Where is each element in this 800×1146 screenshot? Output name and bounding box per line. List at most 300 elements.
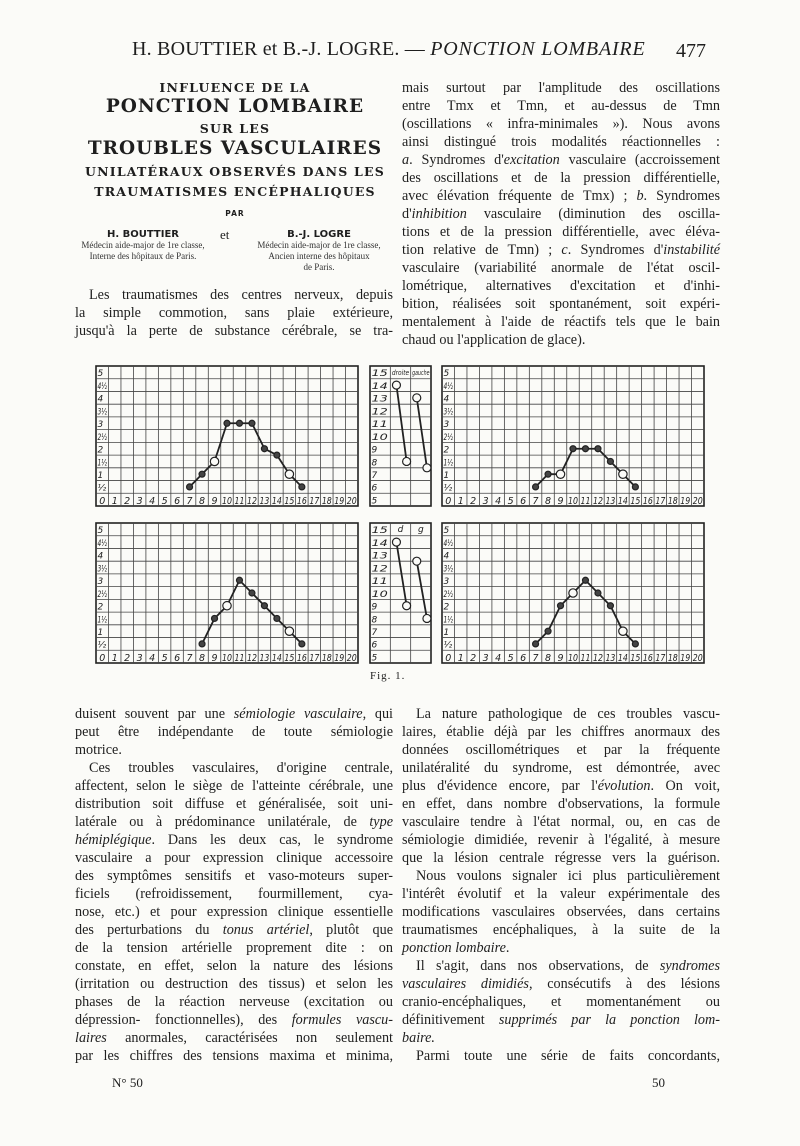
text-line (75, 723, 393, 741)
y-tick-label: 2 (97, 602, 104, 613)
text-line (402, 795, 720, 813)
chart-top-middle (369, 365, 432, 507)
y-tick-label: 2½ (443, 432, 454, 443)
x-tick-label: 0 (99, 496, 106, 507)
y-tick-label: 15 (371, 369, 389, 380)
x-tick-label: 14 (617, 653, 628, 664)
x-tick-label: 16 (642, 653, 653, 664)
data-point (545, 471, 551, 477)
x-tick-label: 18 (667, 653, 678, 664)
x-tick-label: 11 (234, 496, 245, 507)
chart-frame (96, 523, 358, 663)
text-line (402, 921, 720, 939)
text-line (402, 115, 720, 133)
text-segment: vasculaire (diminution des oscilla- (466, 206, 720, 222)
chart-bottom-right (441, 522, 705, 664)
x-tick-label: 17 (655, 496, 666, 507)
series-line (417, 398, 427, 468)
italic-text: vasculaires dimidiés (402, 976, 529, 992)
data-point (582, 446, 588, 452)
figure-caption: Fig. 1. (370, 670, 406, 682)
y-tick-label: 3 (443, 420, 450, 431)
data-point (236, 577, 242, 583)
data-point-open (413, 394, 421, 402)
x-tick-label: 12 (592, 653, 603, 664)
y-tick-label: 1½ (443, 458, 454, 469)
y-tick-label: 5 (371, 496, 378, 507)
y-tick-label: 3 (97, 577, 104, 588)
x-tick-label: 11 (580, 653, 591, 664)
text-line (402, 939, 720, 957)
text-segment: des oscillations et de la pression différentielle, (402, 170, 720, 186)
italic-text: a (402, 152, 410, 168)
y-tick-label: 9 (371, 602, 378, 613)
x-tick-label: 16 (296, 653, 307, 664)
text-segment: unilatéralité du syndrome, est démontrée, avec (402, 760, 720, 776)
text-segment: ainsi distingué trois modalités réactionnelles : (402, 134, 720, 150)
text-line (75, 795, 393, 813)
text-line (402, 903, 720, 921)
y-tick-label: 6 (371, 483, 378, 494)
data-point-open (619, 470, 627, 478)
text-segment: motrice. (75, 742, 122, 758)
text-segment: lométrique, alternatives d'excitation et d'inhi- (402, 278, 720, 294)
y-tick-label: 5 (443, 369, 450, 380)
text-segment: anormales, caractérisées non seulement (106, 1030, 393, 1046)
text-segment: Les traumatismes des centres nerveux, depuis (89, 287, 393, 303)
y-tick-label: 8 (371, 615, 378, 626)
x-tick-label: 5 (507, 496, 514, 507)
x-tick-label: 4 (149, 496, 156, 507)
data-point (249, 420, 255, 426)
text-segment: entre Tmx et Tmn, et au-dessus de Tmn (402, 98, 720, 114)
italic-text: sémiologie vasculaire (233, 706, 363, 722)
y-tick-label: 12 (371, 407, 389, 418)
series-label: droite (391, 369, 410, 378)
y-tick-label: 1½ (97, 458, 108, 469)
y-tick-label: 2 (443, 602, 450, 613)
chart-top-right (441, 365, 705, 507)
x-tick-label: 5 (507, 653, 514, 664)
y-tick-label: 3½ (97, 407, 108, 418)
text-line (75, 322, 393, 340)
y-tick-label: 13 (371, 394, 389, 405)
x-tick-label: 16 (296, 496, 307, 507)
text-line (75, 903, 393, 921)
data-point (299, 484, 305, 490)
text-line (75, 939, 393, 957)
text-line (402, 993, 720, 1011)
text-line (402, 813, 720, 831)
data-point (595, 590, 601, 596)
author-affiliation: Médecin aide-major de 1re classe, (257, 240, 381, 250)
text-segment: . Syndromes d' (567, 242, 664, 258)
x-tick-label: 12 (246, 496, 257, 507)
text-segment: (oscillations « infra-minimales »). Nous avons (402, 116, 720, 132)
text-segment: , plutôt que (309, 922, 393, 938)
x-tick-label: 12 (592, 496, 603, 507)
x-tick-label: 7 (532, 653, 539, 664)
data-point (224, 420, 230, 426)
italic-text: baire. (402, 1030, 435, 1046)
text-segment: duisent souvent par une (75, 706, 234, 722)
x-tick-label: 2 (470, 496, 477, 507)
data-point (595, 446, 601, 452)
x-tick-label: 9 (211, 653, 218, 664)
text-segment: . (505, 940, 510, 956)
text-line (75, 885, 393, 903)
data-point (582, 577, 588, 583)
series-line (396, 385, 406, 461)
x-tick-label: 13 (605, 496, 616, 507)
data-point (570, 446, 576, 452)
text-line (402, 169, 720, 187)
chart-bottom-left (95, 522, 359, 664)
left-column-bottom (75, 705, 393, 1065)
x-tick-label: 15 (284, 653, 295, 664)
data-point (261, 446, 267, 452)
data-point-open (556, 470, 564, 478)
italic-text: excitation (503, 152, 560, 168)
y-tick-label: 3 (443, 577, 450, 588)
x-tick-label: 10 (568, 653, 578, 664)
x-tick-label: 6 (174, 653, 181, 664)
text-line (402, 723, 720, 741)
text-segment: jusqu'à la perte de substance cérébrale, se tra- (75, 323, 393, 339)
author-name: B.-J. LOGRE (287, 229, 351, 240)
x-tick-label: 20 (692, 653, 703, 664)
series-label: g (417, 525, 424, 536)
text-line (402, 957, 720, 975)
text-segment: La nature pathologique de ces troubles vascu- (416, 706, 720, 722)
x-tick-label: 8 (199, 653, 206, 664)
x-tick-label: 10 (222, 496, 232, 507)
x-tick-label: 11 (234, 653, 245, 664)
text-segment: sémiologie dimidiée, revenir à l'égalité, à mesure (402, 832, 720, 848)
title-line-1: INFLUENCE DE LA (159, 80, 311, 95)
text-line (402, 975, 720, 993)
x-tick-label: 6 (520, 653, 527, 664)
series-label: d (397, 525, 404, 536)
x-tick-label: 1 (457, 496, 464, 507)
y-tick-label: 14 (371, 381, 389, 392)
x-tick-label: 5 (161, 653, 168, 664)
text-line (75, 1047, 393, 1065)
y-tick-label: 4½ (97, 381, 108, 392)
x-tick-label: 4 (495, 653, 502, 664)
x-tick-label: 17 (309, 496, 320, 507)
text-line (402, 259, 720, 277)
text-segment: que la lésion centrale régresse vers la guérison. (402, 850, 720, 866)
x-tick-label: 2 (124, 496, 131, 507)
y-tick-label: 1 (97, 628, 104, 638)
x-tick-label: 4 (149, 653, 156, 664)
text-line (402, 885, 720, 903)
text-segment: modifications vasculaires observées, dans certains (402, 904, 720, 920)
text-segment: définitivement (402, 1012, 499, 1028)
x-tick-label: 19 (334, 653, 345, 664)
x-tick-label: 0 (445, 496, 452, 507)
author-name: H. BOUTTIER (106, 229, 180, 240)
text-line (402, 313, 720, 331)
text-line (402, 849, 720, 867)
x-tick-label: 20 (346, 653, 357, 664)
x-tick-label: 9 (557, 496, 564, 507)
text-segment: phases de la réaction nerveuse (excitation ou (75, 994, 393, 1010)
y-tick-label: 1½ (443, 615, 454, 626)
text-segment: la simple commotion, sans plaie extérieure, (75, 305, 393, 321)
y-tick-label: 1 (97, 471, 104, 481)
x-tick-label: 10 (222, 653, 232, 664)
x-tick-label: 17 (309, 653, 320, 664)
text-line (402, 759, 720, 777)
text-segment: tion relative de Tmn) ; (402, 242, 562, 258)
x-tick-label: 0 (445, 653, 452, 664)
title-line-2: PONCTION LOMBAIRE (105, 96, 365, 117)
x-tick-label: 16 (642, 496, 653, 507)
y-tick-label: 3½ (97, 564, 108, 575)
data-point-open (413, 557, 421, 565)
text-segment: , consécutifs à des lésions (528, 976, 720, 992)
header-article-title: PONCTION LOMBAIRE (430, 38, 646, 60)
y-tick-label: 2½ (443, 589, 454, 600)
chart-bottom-middle (369, 522, 432, 664)
x-tick-label: 20 (346, 496, 357, 507)
text-segment: dépression- fonctionnelles), des (75, 1012, 292, 1028)
x-tick-label: 20 (692, 496, 703, 507)
text-segment: cranio-encéphaliques, et momentanément ou (402, 994, 720, 1010)
byline-par: PAR (225, 209, 245, 218)
italic-text: hémiplégique (75, 832, 152, 848)
text-line (402, 97, 720, 115)
data-point (212, 615, 218, 621)
x-tick-label: 8 (545, 653, 552, 664)
y-tick-label: 4½ (443, 381, 454, 392)
italic-text: syndromes (659, 958, 720, 974)
text-segment: . Syndromes d' (409, 152, 504, 168)
data-point (199, 641, 205, 647)
y-tick-label: 7 (371, 628, 378, 638)
x-tick-label: 1 (111, 653, 118, 664)
x-tick-label: 6 (520, 496, 527, 507)
y-tick-label: 4 (443, 551, 450, 562)
x-tick-label: 17 (655, 653, 666, 664)
text-segment: des perturbations du (75, 922, 223, 938)
text-line (402, 1047, 720, 1065)
x-tick-label: 3 (136, 653, 143, 664)
text-line (75, 777, 393, 795)
text-segment: laires, établie déjà par les chiffres anormaux des (402, 724, 720, 740)
data-point-open (423, 614, 431, 622)
y-tick-label: 15 (371, 526, 389, 537)
text-line (402, 133, 720, 151)
x-tick-label: 3 (136, 496, 143, 507)
text-segment: peut être indépendante de toute sémiologie (75, 724, 393, 740)
text-segment: affectent, selon le siège de l'atteinte cérébrale, une (75, 778, 393, 794)
series-line (417, 561, 427, 618)
data-point-open (285, 470, 293, 478)
italic-text: b (636, 188, 644, 204)
text-line (402, 277, 720, 295)
y-tick-label: 14 (371, 538, 389, 549)
x-tick-label: 9 (211, 496, 218, 507)
text-segment: plus d'évidence encore, par l' (402, 778, 598, 794)
text-line (75, 304, 393, 322)
author-2 (240, 229, 398, 273)
x-tick-label: 7 (186, 653, 193, 664)
y-tick-label: 3½ (443, 407, 454, 418)
y-tick-label: 2½ (97, 432, 108, 443)
y-tick-label: 3½ (443, 564, 454, 575)
y-tick-label: 1 (443, 628, 450, 638)
y-tick-label: 2½ (97, 589, 108, 600)
x-tick-label: 14 (271, 496, 282, 507)
data-point (236, 420, 242, 426)
text-segment: données oscillométriques et par la fréquente (402, 742, 720, 758)
text-segment: Ces troubles vasculaires, d'origine centrale, (89, 760, 393, 776)
text-line (402, 79, 720, 97)
data-point-open (392, 538, 400, 546)
data-point-open (210, 457, 218, 465)
text-segment: vasculaire (variabilité anormale de l'état oscil- (402, 260, 720, 276)
x-tick-label: 14 (617, 496, 628, 507)
text-segment: avec élévation fréquente de Tmx) ; (402, 188, 637, 204)
text-segment: d' (402, 206, 412, 222)
text-line (402, 1029, 720, 1047)
x-tick-label: 8 (545, 496, 552, 507)
text-segment: l'intérêt évolutif et la valeur expérimentale des (402, 886, 720, 902)
y-tick-label: 2 (97, 445, 104, 456)
italic-text: formules vascu- (291, 1012, 393, 1028)
x-tick-label: 2 (124, 653, 131, 664)
y-tick-label: 4 (443, 394, 450, 405)
text-segment: ficiels (refroidissement, fourmillement, cya- (75, 886, 393, 902)
x-tick-label: 15 (630, 653, 641, 664)
text-line (75, 1011, 393, 1029)
text-line (402, 205, 720, 223)
y-tick-label: 7 (371, 471, 378, 481)
text-segment: Nous voulons signaler ici plus particulièrement (416, 868, 720, 884)
text-segment: constate, en effet, selon la nature des lésions (75, 958, 393, 974)
italic-text: évolution (597, 778, 651, 794)
data-point-open (423, 464, 431, 472)
text-segment: vasculaire a pour expression clinique accessoire (75, 850, 393, 866)
y-tick-label: 2 (443, 445, 450, 456)
italic-text: type (369, 814, 393, 830)
data-point (533, 484, 539, 490)
header-authors: H. BOUTTIER et B.-J. LOGRE. — (132, 38, 431, 60)
italic-text: laires (75, 1030, 107, 1046)
text-line (402, 241, 720, 259)
text-segment: Parmi toute une série de faits concordants, (416, 1048, 720, 1064)
chart-frame (96, 366, 358, 506)
x-tick-label: 15 (284, 496, 295, 507)
text-segment: traumatismes encéphaliques, à la suite de la (402, 922, 720, 938)
x-tick-label: 19 (680, 496, 691, 507)
x-tick-label: 0 (99, 653, 106, 664)
x-tick-label: 18 (321, 496, 332, 507)
text-line (75, 957, 393, 975)
x-tick-label: 5 (161, 496, 168, 507)
italic-text: instabilité (663, 242, 721, 258)
running-title (132, 38, 645, 61)
x-tick-label: 14 (271, 653, 282, 664)
data-point (261, 603, 267, 609)
text-segment: Il s'agit, dans nos observations, de (416, 958, 660, 974)
text-line (75, 286, 393, 304)
text-segment: vasculaire (accroissement (559, 152, 720, 168)
text-line (75, 1029, 393, 1047)
x-tick-label: 1 (111, 496, 118, 507)
chart-frame (442, 366, 704, 506)
author-1 (72, 229, 214, 262)
data-point (545, 628, 551, 634)
x-tick-label: 7 (186, 496, 193, 507)
x-tick-label: 10 (568, 496, 578, 507)
data-point (249, 590, 255, 596)
x-tick-label: 13 (259, 496, 270, 507)
data-point-open (392, 381, 400, 389)
x-tick-label: 13 (259, 653, 270, 664)
x-tick-label: 18 (321, 653, 332, 664)
text-line (402, 187, 720, 205)
right-column-top (402, 79, 720, 349)
data-point (299, 641, 305, 647)
data-point (533, 641, 539, 647)
data-point-open (285, 627, 293, 635)
text-line (402, 1011, 720, 1029)
x-tick-label: 9 (557, 653, 564, 664)
text-line (402, 151, 720, 169)
y-tick-label: ½ (443, 483, 453, 494)
data-point (187, 484, 193, 490)
x-tick-label: 2 (470, 653, 477, 664)
y-tick-label: 4 (97, 551, 104, 562)
text-line (402, 705, 720, 723)
text-line (402, 831, 720, 849)
x-tick-label: 19 (680, 653, 691, 664)
y-tick-label: 11 (371, 420, 388, 431)
data-point-open (403, 457, 411, 465)
x-tick-label: 3 (482, 496, 489, 507)
author-affiliation: Médecin aide-major de 1re classe, (81, 240, 205, 250)
data-point (632, 641, 638, 647)
text-line (402, 867, 720, 885)
text-segment: nose, etc.) et pour expression clinique essentielle (75, 904, 393, 920)
y-tick-label: 4½ (443, 538, 454, 549)
title-line-4: TROUBLES VASCULAIRES (87, 138, 383, 159)
text-segment: , qui (362, 706, 393, 722)
title-line-5: UNILATÉRAUX OBSERVÉS DANS LES (85, 164, 385, 179)
text-segment: vasculaire tendre à l'état normal, ou, en cas de (402, 814, 720, 830)
text-segment: . Syndromes (643, 188, 720, 204)
text-segment: par les chiffres des tensions maxima et minima, (75, 1048, 393, 1064)
data-point (274, 452, 280, 458)
text-line (75, 849, 393, 867)
text-segment: mais surtout par l'amplitude des oscillations (402, 80, 720, 96)
y-tick-label: ½ (97, 483, 107, 494)
data-point-open (569, 589, 577, 597)
text-segment: latérale ou à prédominance unilatérale, de (75, 814, 370, 830)
text-segment: . On voit, (650, 778, 720, 794)
author-affiliation: Interne des hôpitaux de Paris. (89, 251, 197, 261)
running-header (0, 38, 800, 66)
text-line (75, 813, 393, 831)
intro-paragraph (75, 286, 393, 340)
text-segment: mentalement à l'aide de réactifs tels que le bain (402, 314, 720, 330)
y-tick-label: 5 (97, 526, 104, 537)
y-tick-label: 8 (371, 458, 378, 469)
